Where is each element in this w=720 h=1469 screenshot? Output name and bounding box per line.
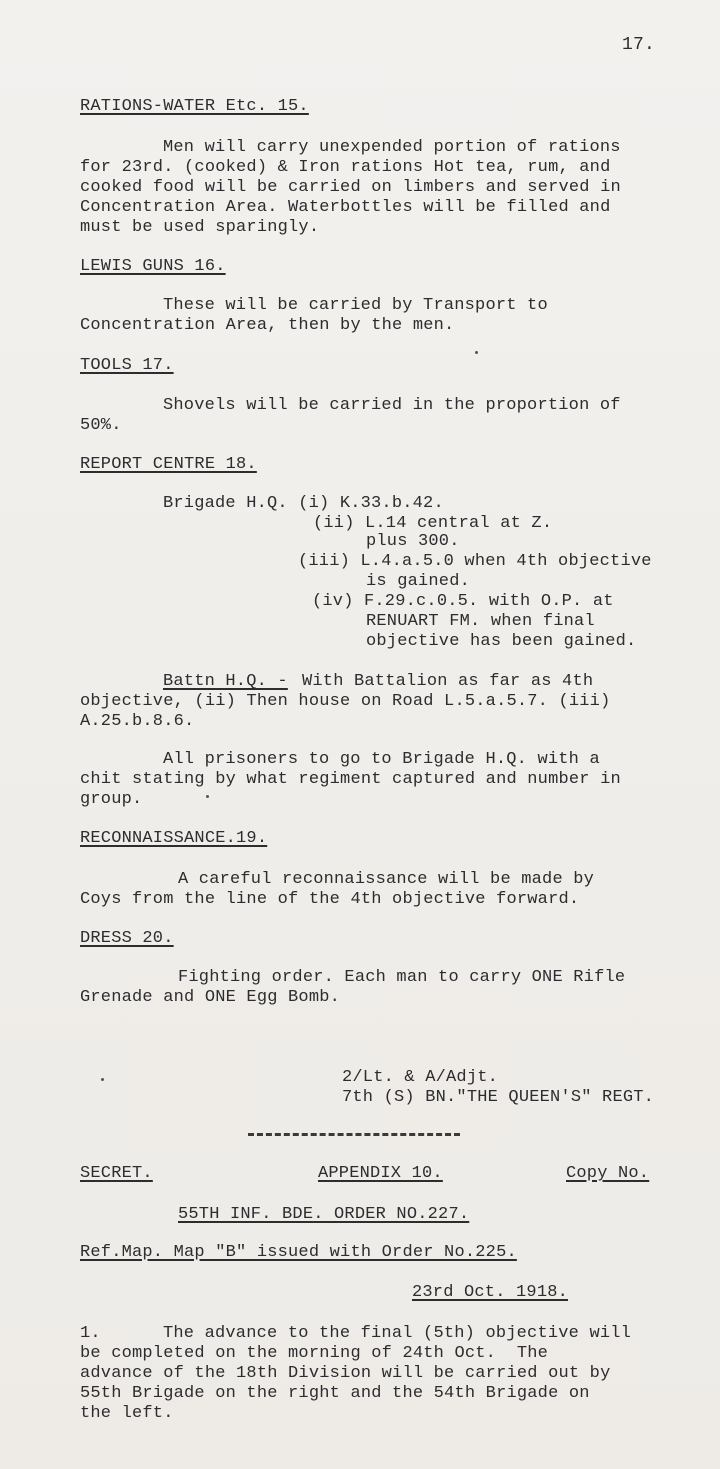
paper-speck: [206, 795, 209, 798]
rations-line: Concentration Area. Waterbottles will be filled and: [80, 198, 611, 217]
paper-speck: [475, 351, 478, 354]
copy-number-label: Copy No.: [566, 1164, 650, 1183]
brigade-hq-line: Brigade H.Q. (i) K.33.b.42.: [163, 494, 444, 513]
signature-rank: 2/Lt. & A/Adjt.: [342, 1068, 499, 1087]
paragraph-line: The advance to the final (5th) objective will: [163, 1324, 632, 1343]
order-date: 23rd Oct. 1918.: [412, 1283, 569, 1302]
rations-line: must be used sparingly.: [80, 218, 320, 237]
secret-label: SECRET.: [80, 1164, 153, 1183]
brigade-hq-line: (ii) L.14 central at Z.: [313, 514, 553, 533]
brigade-hq-line: (iv) F.29.c.0.5. with O.P. at: [312, 592, 614, 611]
section-divider: [248, 1133, 460, 1136]
reference-map: Ref.Map. Map "B" issued with Order No.225.: [80, 1243, 517, 1262]
paragraph-line: the left.: [80, 1404, 174, 1423]
rations-heading: RATIONS-WATER Etc. 15.: [80, 97, 309, 116]
dress-heading: DRESS 20.: [80, 929, 174, 948]
paragraph-line: advance of the 18th Division will be carried out by: [80, 1364, 611, 1383]
brigade-hq-line: RENUART FM. when final: [366, 612, 595, 631]
brigade-hq-line: is gained.: [366, 572, 471, 591]
report-centre-heading: REPORT CENTRE 18.: [80, 455, 257, 474]
lewis-guns-line: These will be carried by Transport to: [163, 296, 548, 315]
rations-line: for 23rd. (cooked) & Iron rations Hot tea, rum, and: [80, 158, 611, 177]
brigade-hq-line: objective has been gained.: [366, 632, 637, 651]
battn-hq-line: With Battalion as far as 4th: [302, 672, 594, 691]
battn-hq-line: objective, (ii) Then house on Road L.5.a.5.7. (iii): [80, 692, 611, 711]
tools-line: Shovels will be carried in the proportion of: [163, 396, 621, 415]
lewis-guns-heading: LEWIS GUNS 16.: [80, 257, 226, 276]
tools-line: 50%.: [80, 416, 122, 435]
brigade-hq-line: (iii) L.4.a.5.0 when 4th objective: [298, 552, 652, 571]
reconnaissance-heading: RECONNAISSANCE.19.: [80, 829, 268, 848]
battn-hq-line: A.25.b.8.6.: [80, 712, 195, 731]
signature-unit: 7th (S) BN."THE QUEEN'S" REGT.: [342, 1088, 655, 1107]
paragraph-line: 55th Brigade on the right and the 54th Brigade on: [80, 1384, 590, 1403]
appendix-title: APPENDIX 10.: [318, 1164, 443, 1183]
paragraph-line: be completed on the morning of 24th Oct. The: [80, 1344, 549, 1363]
rations-line: cooked food will be carried on limbers and served in: [80, 178, 621, 197]
reconnaissance-line: Coys from the line of the 4th objective forward.: [80, 890, 580, 909]
prisoners-line: chit stating by what regiment captured and number in: [80, 770, 621, 789]
prisoners-line: group.: [80, 790, 143, 809]
dress-line: Fighting order. Each man to carry ONE Rifle: [178, 968, 626, 987]
reconnaissance-line: A careful reconnaissance will be made by: [178, 870, 595, 889]
battn-hq-label: Battn H.Q. -: [163, 672, 288, 691]
paragraph-number: 1.: [80, 1324, 101, 1343]
tools-heading: TOOLS 17.: [80, 356, 174, 375]
rations-line: Men will carry unexpended portion of rations: [163, 138, 621, 157]
lewis-guns-line: Concentration Area, then by the men.: [80, 316, 455, 335]
prisoners-line: All prisoners to go to Brigade H.Q. with a: [163, 750, 600, 769]
brigade-hq-line: plus 300.: [366, 532, 460, 551]
dress-line: Grenade and ONE Egg Bomb.: [80, 988, 341, 1007]
page-number: 17.: [622, 35, 656, 55]
paper-speck: [101, 1078, 104, 1081]
order-number: 55TH INF. BDE. ORDER NO.227.: [178, 1205, 470, 1224]
